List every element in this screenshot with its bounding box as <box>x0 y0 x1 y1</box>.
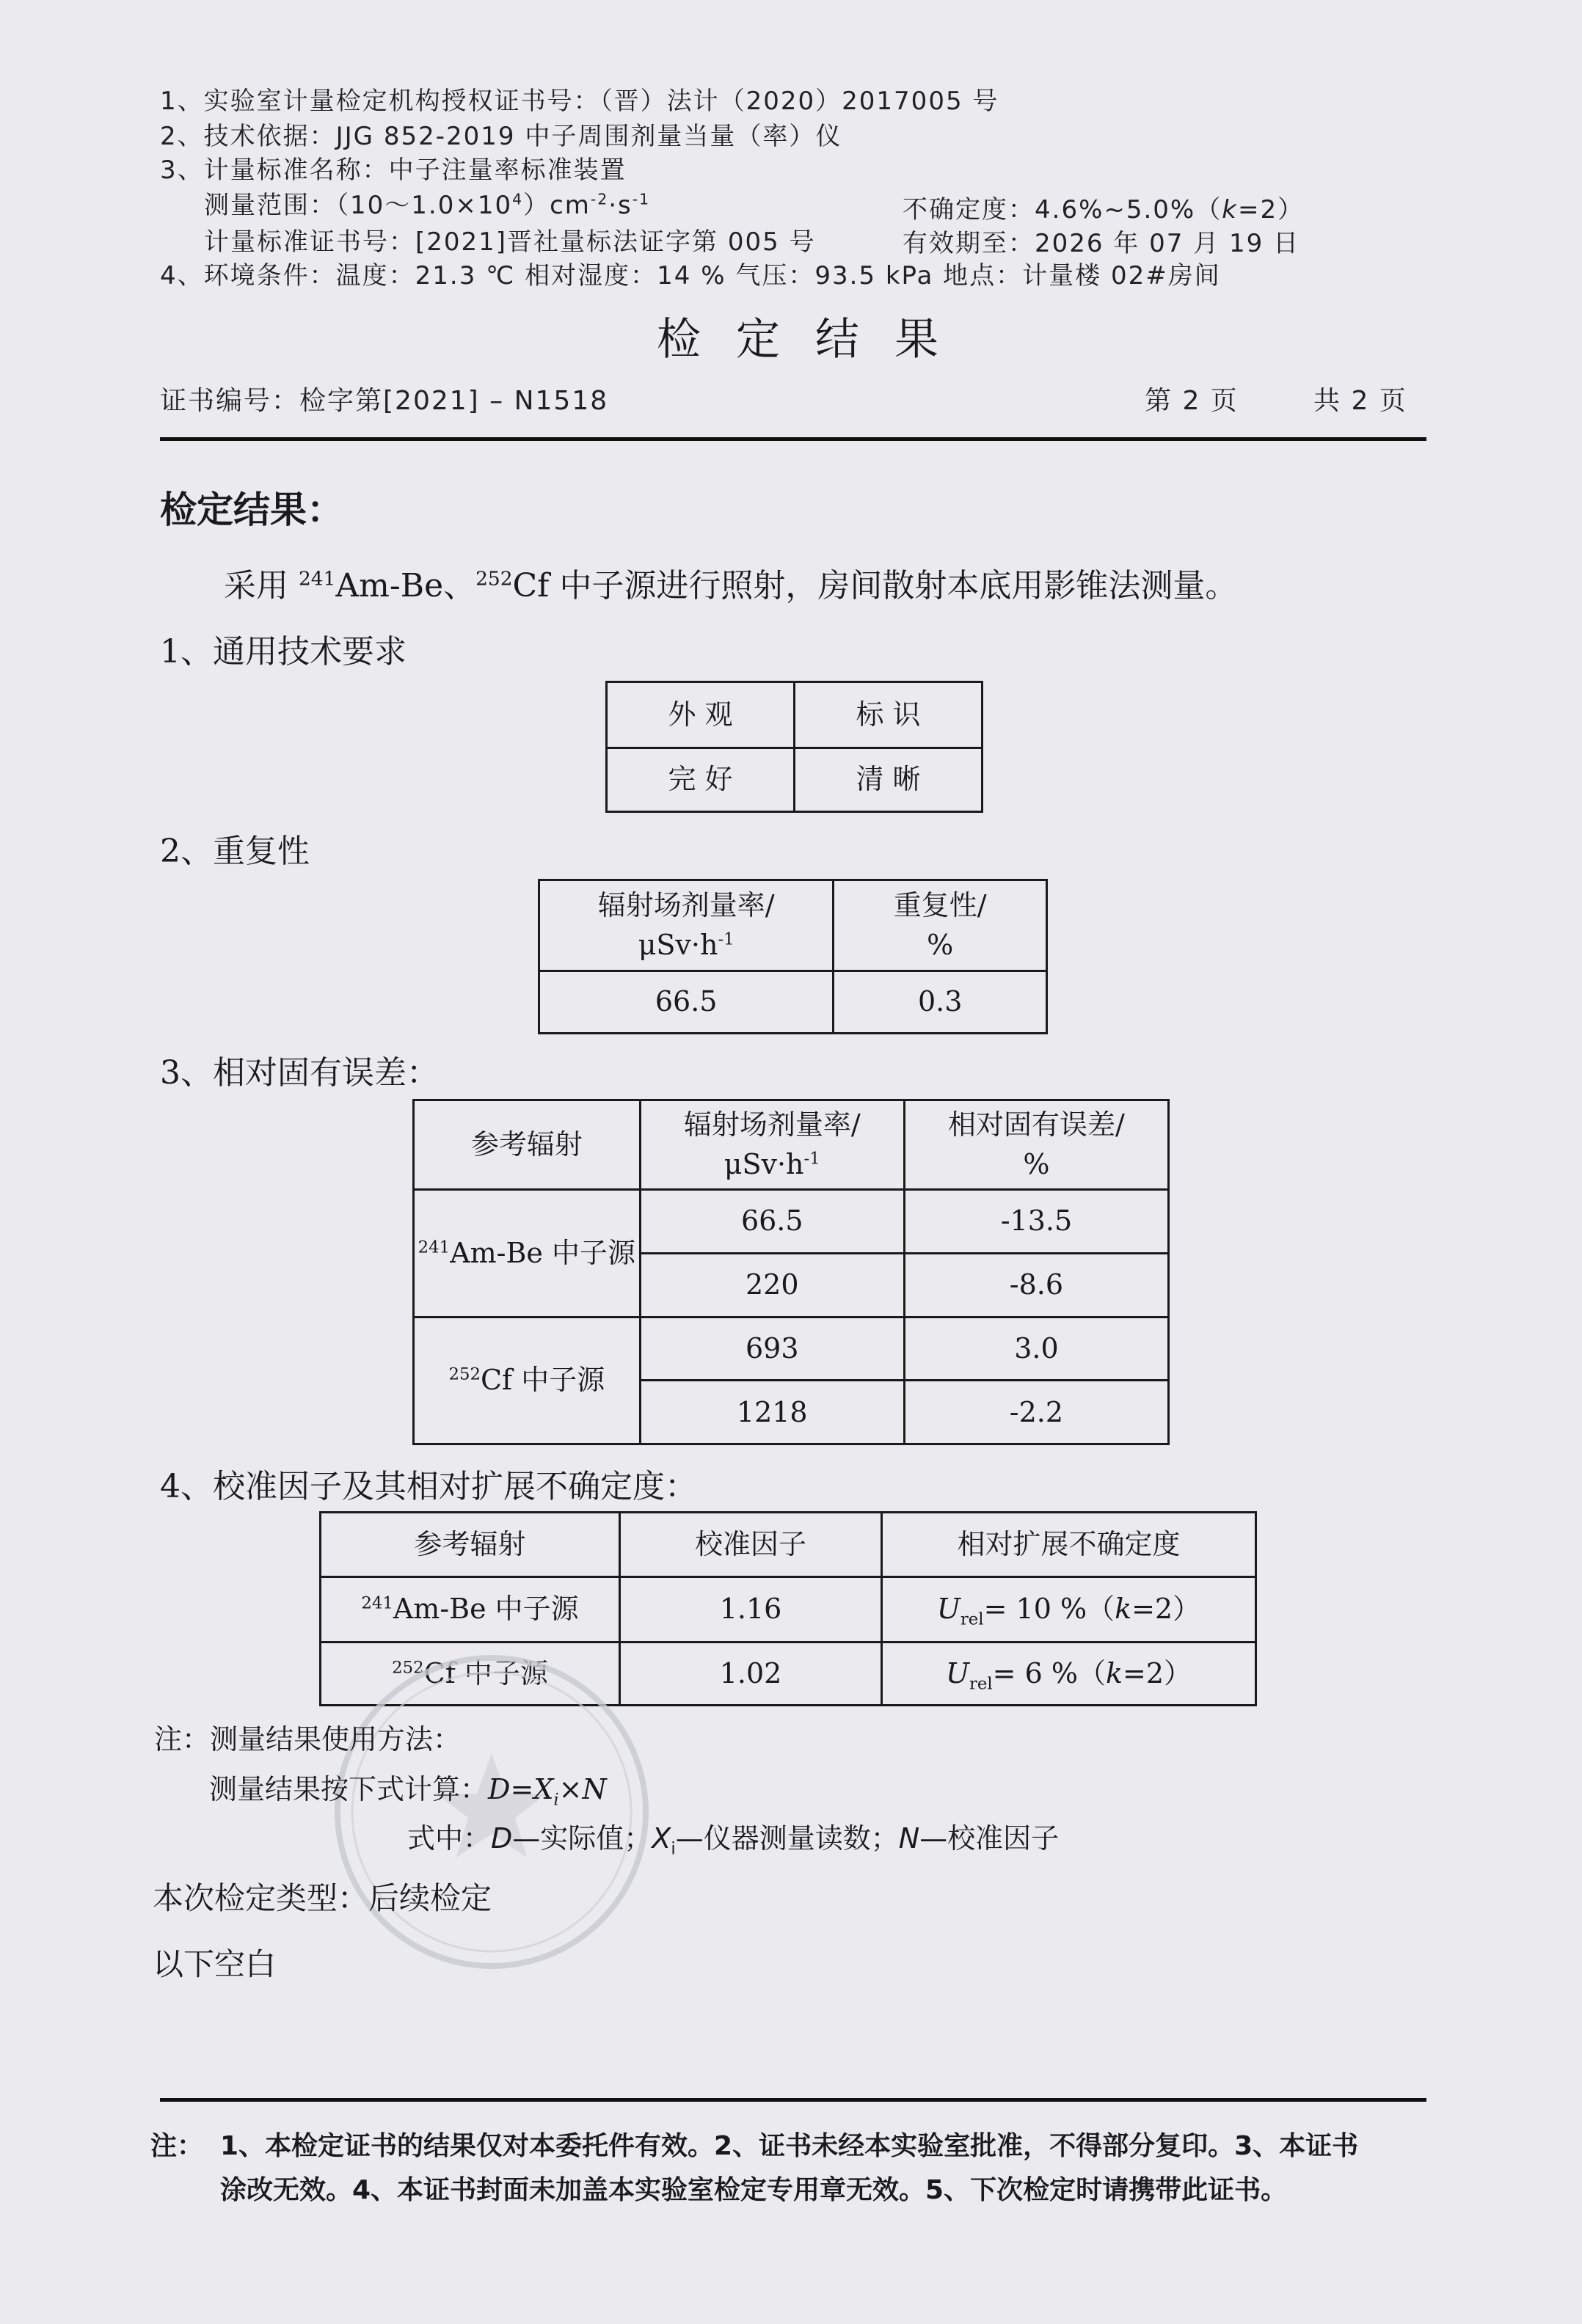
factor-value: 1.16 <box>620 1577 882 1642</box>
total-pages: 共 2 页 <box>1313 386 1407 416</box>
general-requirements-table <box>605 681 983 813</box>
footer-divider <box>160 2098 1426 2102</box>
table-cell-error: -8.6 <box>904 1253 1168 1317</box>
uncertainty: 不确定度：4.6%~5.0%（k=2） <box>903 195 1305 224</box>
table-cell-rate: 1218 <box>640 1381 904 1444</box>
certificate-number: 证书编号：检字第[2021] – N1518 <box>160 386 609 416</box>
header-reference-radiation: 参考辐射 <box>321 1513 620 1577</box>
page-number: 第 2 页 <box>1145 386 1239 416</box>
header-expanded-uncertainty: 相对扩展不确定度 <box>882 1513 1256 1577</box>
standard-cert-no: 计量标准证书号：[2021]晋社量标法证字第 005 号 <box>204 227 816 257</box>
note-title: 注：测量结果使用方法： <box>154 1723 462 1755</box>
formula-line: 测量结果按下式计算：$D=X_i\times N$ <box>209 1773 607 1810</box>
table-cell-error: 3.0 <box>904 1317 1168 1381</box>
footer-label: 注： <box>150 2131 204 2161</box>
footer-note-line-2: 涂改无效。4、本证书封面未加盖本实验室检定专用章无效。5、下次检定时请携带此证书。 <box>220 2175 1288 2205</box>
results-intro: 采用 $^{241}$Am-Be、$^{252}$Cf 中子源进行照射，房间散射本底用影锥法测量。 <box>224 567 1238 604</box>
value-appearance: 完 好 <box>607 748 795 812</box>
dose-rate-value: 66.5 <box>539 971 834 1034</box>
factor-value: 1.02 <box>620 1642 882 1706</box>
table-cell-rate: 220 <box>640 1253 904 1317</box>
header-line-4: 4、环境条件：温度：21.3 ℃ 相对湿度：14 % 气压：93.5 kPa 地点：计量楼 02#房间 <box>160 261 1221 290</box>
header-line-1: 1、实验室计量检定机构授权证书号：（晋）法计（2020）2017005 号 <box>160 87 999 116</box>
header-relative-error: 相对固有误差/ % <box>904 1100 1168 1190</box>
source-cf: $^{252}$Cf 中子源 <box>414 1317 641 1444</box>
uncertainty-value: $U_{rel}= 10$ %（k=2） <box>882 1577 1256 1642</box>
section-4-label: 4、校准因子及其相对扩展不确定度： <box>160 1468 697 1505</box>
source-am-be: $^{241}$Am-Be 中子源 <box>321 1577 620 1642</box>
header-reference-radiation: 参考辐射 <box>414 1100 641 1190</box>
formula-legend: 式中：D—实际值；$X_i—$仪器测量读数；N—校准因子 <box>407 1822 1060 1859</box>
source-am-be: $^{241}$Am-Be 中子源 <box>414 1190 641 1318</box>
uncertainty-value: $U_{rel}= 6$ %（k=2） <box>882 1642 1256 1706</box>
seal-stamp-icon <box>323 1643 660 1981</box>
table-cell-rate: 693 <box>640 1317 904 1381</box>
results-heading: 检定结果： <box>160 489 343 531</box>
verification-type: 本次检定类型：后续检定 <box>153 1880 492 1916</box>
section-2-label: 2、重复性 <box>160 833 310 870</box>
header-calibration-factor: 校准因子 <box>620 1513 882 1577</box>
header-repeatability: 重复性/ % <box>834 880 1047 971</box>
section-1-label: 1、通用技术要求 <box>160 633 407 670</box>
valid-until: 有效期至：2026 年 07 月 19 日 <box>903 229 1300 258</box>
source-cf: $^{252}$Cf 中子源 <box>321 1642 620 1706</box>
table-cell-rate: 66.5 <box>640 1190 904 1254</box>
repeatability-value: 0.3 <box>834 971 1047 1034</box>
header-appearance: 外 观 <box>607 682 795 748</box>
footer-note-line-1: 1、本检定证书的结果仅对本委托件有效。2、证书未经本实验室批准，不得部分复印。3、本证书 <box>220 2131 1359 2161</box>
header-dose-rate: 辐射场剂量率/ $\mu Sv\cdot h^{-1}$ <box>539 880 834 971</box>
value-marking: 清 晰 <box>795 748 983 812</box>
blank-below: 以下空白 <box>153 1946 277 1982</box>
section-3-label: 3、相对固有误差： <box>160 1054 439 1092</box>
page-title: 检定结果 <box>657 314 974 365</box>
table-cell-error: -13.5 <box>904 1190 1168 1254</box>
intrinsic-error-table <box>412 1099 1170 1445</box>
header-divider <box>160 437 1426 441</box>
header-marking: 标 识 <box>795 682 983 748</box>
header-line-3: 3、计量标准名称：中子注量率标准装置 <box>160 156 627 185</box>
repeatability-table <box>538 879 1048 1034</box>
header-line-2: 2、技术依据：JJG 852-2019 中子周围剂量当量（率）仪 <box>160 122 842 151</box>
measurement-range: 测量范围：$(10\sim 1.0\times 10^4)cm^{-2}\cdot s^{-1}$ <box>204 190 651 220</box>
table-cell-error: -2.2 <box>904 1381 1168 1444</box>
header-dose-rate: 辐射场剂量率/ $\mu Sv\cdot h^{-1}$ <box>640 1100 904 1190</box>
